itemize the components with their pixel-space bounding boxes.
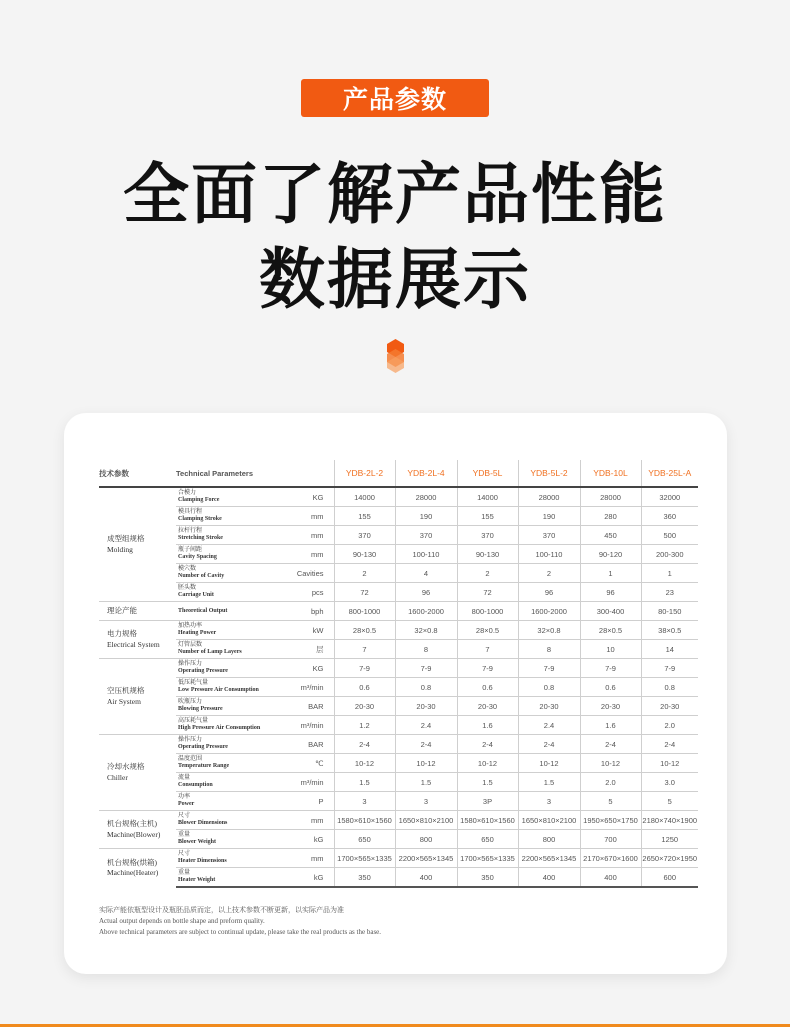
value-cell: 800: [395, 830, 457, 849]
param-name: [176, 830, 287, 849]
param-unit: m³/min: [287, 773, 334, 792]
value-cell: 1250: [641, 830, 698, 849]
param-name: [176, 735, 287, 754]
value-cell: 20-30: [518, 697, 580, 716]
value-cell: 350: [457, 868, 518, 888]
value-cell: 10: [580, 640, 641, 659]
param-name-en: Heating Power: [178, 630, 217, 636]
param-name-cn: 尺寸: [178, 813, 191, 820]
table-row: [99, 868, 698, 888]
table-row: [99, 564, 698, 583]
value-cell: 1580×610×1560: [334, 811, 395, 830]
value-cell: 1650×810×2100: [518, 811, 580, 830]
param-unit: mm: [287, 849, 334, 868]
param-name-cn: 吹瓶压力: [178, 699, 203, 706]
param-name: [176, 621, 287, 640]
value-cell: 28000: [395, 487, 457, 507]
value-cell: 20-30: [457, 697, 518, 716]
table-row: [99, 621, 698, 640]
spec-table: [99, 460, 698, 888]
param-name-cn: 合模力: [178, 490, 197, 497]
value-cell: 90-130: [457, 545, 518, 564]
param-name: [176, 507, 287, 526]
group-label-en: Molding: [107, 544, 133, 554]
value-cell: 155: [457, 507, 518, 526]
value-cell: 20-30: [334, 697, 395, 716]
param-name-cn: 重量: [178, 832, 191, 839]
value-cell: 28000: [518, 487, 580, 507]
model-header: YDB-5L-2: [518, 460, 580, 487]
table-header-row: [99, 460, 698, 487]
group-label-en: Air System: [107, 696, 141, 706]
value-cell: 8: [395, 640, 457, 659]
model-header: YDB-2L-4: [395, 460, 457, 487]
param-name-cn: 拉杆行程: [178, 528, 203, 535]
param-unit: Cavities: [287, 564, 334, 583]
param-name: [176, 602, 287, 621]
footnote: [99, 905, 381, 938]
value-cell: 14000: [457, 487, 518, 507]
param-name-en: Number of Lamp Layers: [178, 649, 242, 655]
param-unit: mm: [287, 526, 334, 545]
headline-line-1: 全面了解产品性能: [123, 156, 667, 233]
value-cell: 28×0.5: [334, 621, 395, 640]
value-cell: 1580×610×1560: [457, 811, 518, 830]
param-name-cn: 胚头数: [178, 585, 197, 592]
value-cell: 7-9: [334, 659, 395, 678]
value-cell: 1.6: [457, 716, 518, 735]
param-name-cn: 低压耗气量: [178, 680, 209, 687]
section-tag: 产品参数: [301, 79, 489, 117]
value-cell: 3.0: [641, 773, 698, 792]
value-cell: 10-12: [395, 754, 457, 773]
value-cell: 2200×565×1345: [395, 849, 457, 868]
param-name-cn: 温度范围: [178, 756, 203, 763]
param-name: [176, 849, 287, 868]
value-cell: 7-9: [580, 659, 641, 678]
value-cell: 80-150: [641, 602, 698, 621]
table-row: [99, 602, 698, 621]
value-cell: 5: [580, 792, 641, 811]
value-cell: 20-30: [641, 697, 698, 716]
value-cell: 190: [395, 507, 457, 526]
value-cell: 370: [334, 526, 395, 545]
value-cell: 0.8: [641, 678, 698, 697]
param-name-cn: 模具行程: [178, 509, 203, 516]
value-cell: 20-30: [395, 697, 457, 716]
group-label: [99, 811, 176, 849]
value-cell: 96: [395, 583, 457, 602]
value-cell: 96: [580, 583, 641, 602]
value-cell: 32×0.8: [395, 621, 457, 640]
value-cell: 360: [641, 507, 698, 526]
param-name: [176, 868, 287, 888]
value-cell: 1.5: [518, 773, 580, 792]
param-name-en: High Pressure Air Consumption: [178, 725, 261, 731]
table-row: [99, 583, 698, 602]
value-cell: 400: [518, 868, 580, 888]
value-cell: 14: [641, 640, 698, 659]
footnote-en-2: Above technical parameters are subject to continual update, please take the real products as the base.: [99, 927, 382, 936]
value-cell: 7-9: [457, 659, 518, 678]
value-cell: 14000: [334, 487, 395, 507]
value-cell: 100-110: [395, 545, 457, 564]
group-label-cn: 冷却水规格: [107, 762, 145, 772]
value-cell: 0.6: [580, 678, 641, 697]
table-row: [99, 697, 698, 716]
value-cell: 2.4: [518, 716, 580, 735]
value-cell: 7-9: [395, 659, 457, 678]
param-name-cn: 操作压力: [178, 661, 203, 668]
value-cell: 650: [457, 830, 518, 849]
param-name-en: Operating Pressure: [178, 668, 228, 674]
value-cell: 32000: [641, 487, 698, 507]
param-name-en: Blower Weight: [178, 839, 216, 845]
group-label-cn: 电力规格: [107, 629, 137, 639]
value-cell: 2200×565×1345: [518, 849, 580, 868]
param-unit: mm: [287, 545, 334, 564]
model-header: YDB-10L: [580, 460, 641, 487]
group-label-cn: 成型组规格: [107, 534, 145, 544]
group-label: [99, 849, 176, 888]
value-cell: 28×0.5: [457, 621, 518, 640]
value-cell: 2170×670×1600: [580, 849, 641, 868]
param-name-en: Stretching Stroke: [178, 535, 223, 541]
param-name: [176, 564, 287, 583]
model-header: YDB-25L-A: [641, 460, 698, 487]
value-cell: 0.6: [457, 678, 518, 697]
group-label-en: Machine(Heater): [107, 868, 159, 877]
value-cell: 2-4: [641, 735, 698, 754]
value-cell: 1650×810×2100: [395, 811, 457, 830]
param-unit: ℃: [287, 754, 334, 773]
value-cell: 90-130: [334, 545, 395, 564]
value-cell: 800-1000: [457, 602, 518, 621]
value-cell: 1700×565×1335: [334, 849, 395, 868]
value-cell: 2650×720×1950: [641, 849, 698, 868]
param-unit: mm: [287, 507, 334, 526]
param-name-en: Blower Dimensions: [178, 820, 228, 826]
table-row: [99, 849, 698, 868]
footnote-cn: 实际产能依瓶型设计及瓶胚品质而定，以上技术参数不断更新，以实际产品为准: [99, 906, 344, 914]
table-row: [99, 526, 698, 545]
param-unit: 层: [287, 640, 334, 659]
value-cell: 4: [395, 564, 457, 583]
value-cell: 28000: [580, 487, 641, 507]
group-label-en: Chiller: [107, 772, 128, 782]
param-name-cn: 瓶子间距: [178, 547, 203, 554]
title-en: Technical Parameters: [176, 460, 334, 487]
param-unit: kW: [287, 621, 334, 640]
param-name-cn: 重量: [178, 870, 191, 877]
param-name: [176, 526, 287, 545]
group-label: [99, 735, 176, 811]
value-cell: 1700×565×1335: [457, 849, 518, 868]
param-unit: kG: [287, 868, 334, 888]
param-name-cn: 高压耗气量: [178, 718, 209, 725]
param-name-en: Temperature Range: [178, 763, 230, 769]
value-cell: 96: [518, 583, 580, 602]
group-label-cn: 空压机规格: [107, 686, 145, 696]
value-cell: 450: [580, 526, 641, 545]
table-row: [99, 659, 698, 678]
group-label: [99, 487, 176, 602]
value-cell: 7-9: [641, 659, 698, 678]
param-unit: m³/min: [287, 678, 334, 697]
value-cell: 1.2: [334, 716, 395, 735]
value-cell: 200-300: [641, 545, 698, 564]
value-cell: 7-9: [518, 659, 580, 678]
param-name-en: Clamping Stroke: [178, 516, 222, 522]
value-cell: 650: [334, 830, 395, 849]
param-name-en: Cavity Spacing: [178, 554, 217, 560]
value-cell: 100-110: [518, 545, 580, 564]
param-name: [176, 716, 287, 735]
param-name-cn: 尺寸: [178, 851, 191, 858]
param-name: [176, 754, 287, 773]
group-label: [99, 602, 176, 621]
title-cn: 技术参数: [99, 460, 176, 487]
value-cell: 2-4: [580, 735, 641, 754]
param-name-en: Theoretical Output: [178, 607, 228, 614]
value-cell: 10-12: [334, 754, 395, 773]
value-cell: 7: [457, 640, 518, 659]
value-cell: 7: [334, 640, 395, 659]
group-label-cn: 机台规格(主机): [107, 819, 157, 829]
value-cell: 2-4: [457, 735, 518, 754]
model-header: YDB-2L-2: [334, 460, 395, 487]
param-unit: pcs: [287, 583, 334, 602]
value-cell: 2: [518, 564, 580, 583]
value-cell: 0.8: [518, 678, 580, 697]
value-cell: 800-1000: [334, 602, 395, 621]
table-row: [99, 735, 698, 754]
param-name: [176, 792, 287, 811]
value-cell: 2.0: [641, 716, 698, 735]
param-name-cn: 功率: [178, 794, 191, 801]
value-cell: 20-30: [580, 697, 641, 716]
param-name: [176, 545, 287, 564]
value-cell: 10-12: [518, 754, 580, 773]
param-unit: BAR: [287, 697, 334, 716]
param-name-cn: 加热功率: [178, 623, 203, 630]
value-cell: 90-120: [580, 545, 641, 564]
value-cell: 2180×740×1900: [641, 811, 698, 830]
param-name: [176, 678, 287, 697]
group-label-en: Electrical System: [107, 639, 160, 649]
value-cell: 300-400: [580, 602, 641, 621]
group-label-en: Machine(Blower): [107, 829, 161, 839]
value-cell: 1600-2000: [518, 602, 580, 621]
value-cell: 3: [395, 792, 457, 811]
value-cell: 190: [518, 507, 580, 526]
param-name-en: Operating Pressure: [178, 744, 228, 750]
value-cell: 280: [580, 507, 641, 526]
value-cell: 800: [518, 830, 580, 849]
value-cell: 72: [457, 583, 518, 602]
param-unit: bph: [287, 602, 334, 621]
value-cell: 3P: [457, 792, 518, 811]
param-name-en: Carriage Unit: [178, 592, 214, 598]
param-name-en: Consumption: [178, 782, 213, 788]
param-name-en: Low Pressure Air Consumption: [178, 687, 259, 693]
param-name: [176, 811, 287, 830]
param-unit: KG: [287, 487, 334, 507]
param-name: [176, 640, 287, 659]
value-cell: 2: [457, 564, 518, 583]
param-name-en: Number of Cavity: [178, 573, 225, 579]
value-cell: 23: [641, 583, 698, 602]
param-unit: mm: [287, 811, 334, 830]
table-row: [99, 773, 698, 792]
value-cell: 155: [334, 507, 395, 526]
footnote-en-1: Actual output depends on bottle shape and preform quality.: [99, 916, 265, 925]
value-cell: 38×0.5: [641, 621, 698, 640]
value-cell: 2.0: [580, 773, 641, 792]
param-unit: BAR: [287, 735, 334, 754]
value-cell: 350: [334, 868, 395, 888]
value-cell: 600: [641, 868, 698, 888]
table-row: [99, 830, 698, 849]
param-name-en: Heater Weight: [178, 877, 216, 883]
table-row: [99, 545, 698, 564]
value-cell: 0.8: [395, 678, 457, 697]
param-unit: P: [287, 792, 334, 811]
value-cell: 72: [334, 583, 395, 602]
value-cell: 500: [641, 526, 698, 545]
param-unit: m³/min: [287, 716, 334, 735]
table-row: [99, 640, 698, 659]
model-header: YDB-5L: [457, 460, 518, 487]
value-cell: 1: [641, 564, 698, 583]
value-cell: 370: [395, 526, 457, 545]
headline-line-2: 数据展示: [259, 241, 531, 318]
value-cell: 3: [518, 792, 580, 811]
hexagon-stack-icon: [386, 339, 405, 373]
value-cell: 2.4: [395, 716, 457, 735]
table-row: [99, 507, 698, 526]
param-name-cn: 模穴数: [178, 566, 197, 573]
param-name: [176, 697, 287, 716]
param-unit: kG: [287, 830, 334, 849]
param-name-cn: 灯管层数: [178, 642, 203, 649]
param-name-cn: 操作压力: [178, 737, 203, 744]
value-cell: 400: [395, 868, 457, 888]
param-name: [176, 487, 287, 507]
value-cell: 1: [580, 564, 641, 583]
param-name-en: Clamping Force: [178, 497, 220, 503]
table-row: [99, 487, 698, 507]
value-cell: 1.5: [395, 773, 457, 792]
group-label-cn: 机台规格(烘箱): [107, 857, 157, 867]
param-unit: KG: [287, 659, 334, 678]
group-label: [99, 659, 176, 735]
table-row: [99, 716, 698, 735]
group-label-cn: 理论产能: [107, 605, 137, 615]
group-label: [99, 621, 176, 659]
value-cell: 2: [334, 564, 395, 583]
value-cell: 370: [457, 526, 518, 545]
value-cell: 3: [334, 792, 395, 811]
value-cell: 8: [518, 640, 580, 659]
table-row: [99, 792, 698, 811]
value-cell: 2-4: [518, 735, 580, 754]
value-cell: 1600-2000: [395, 602, 457, 621]
value-cell: 10-12: [580, 754, 641, 773]
table-row: [99, 754, 698, 773]
value-cell: 1.6: [580, 716, 641, 735]
value-cell: 1.5: [457, 773, 518, 792]
param-name: [176, 583, 287, 602]
value-cell: 10-12: [457, 754, 518, 773]
value-cell: 32×0.8: [518, 621, 580, 640]
value-cell: 1950×650×1750: [580, 811, 641, 830]
value-cell: 1.5: [334, 773, 395, 792]
value-cell: 28×0.5: [580, 621, 641, 640]
value-cell: 2-4: [395, 735, 457, 754]
value-cell: 10-12: [641, 754, 698, 773]
value-cell: 5: [641, 792, 698, 811]
table-row: [99, 811, 698, 830]
value-cell: 370: [518, 526, 580, 545]
value-cell: 700: [580, 830, 641, 849]
param-name-en: Blowing Pressure: [178, 706, 223, 712]
param-name: [176, 659, 287, 678]
value-cell: 2-4: [334, 735, 395, 754]
param-name-en: Heater Dimensions: [178, 858, 227, 864]
param-name-en: Power: [178, 801, 195, 807]
value-cell: 0.6: [334, 678, 395, 697]
param-name: [176, 773, 287, 792]
table-row: [99, 678, 698, 697]
param-name-cn: 流量: [178, 775, 191, 782]
value-cell: 400: [580, 868, 641, 888]
